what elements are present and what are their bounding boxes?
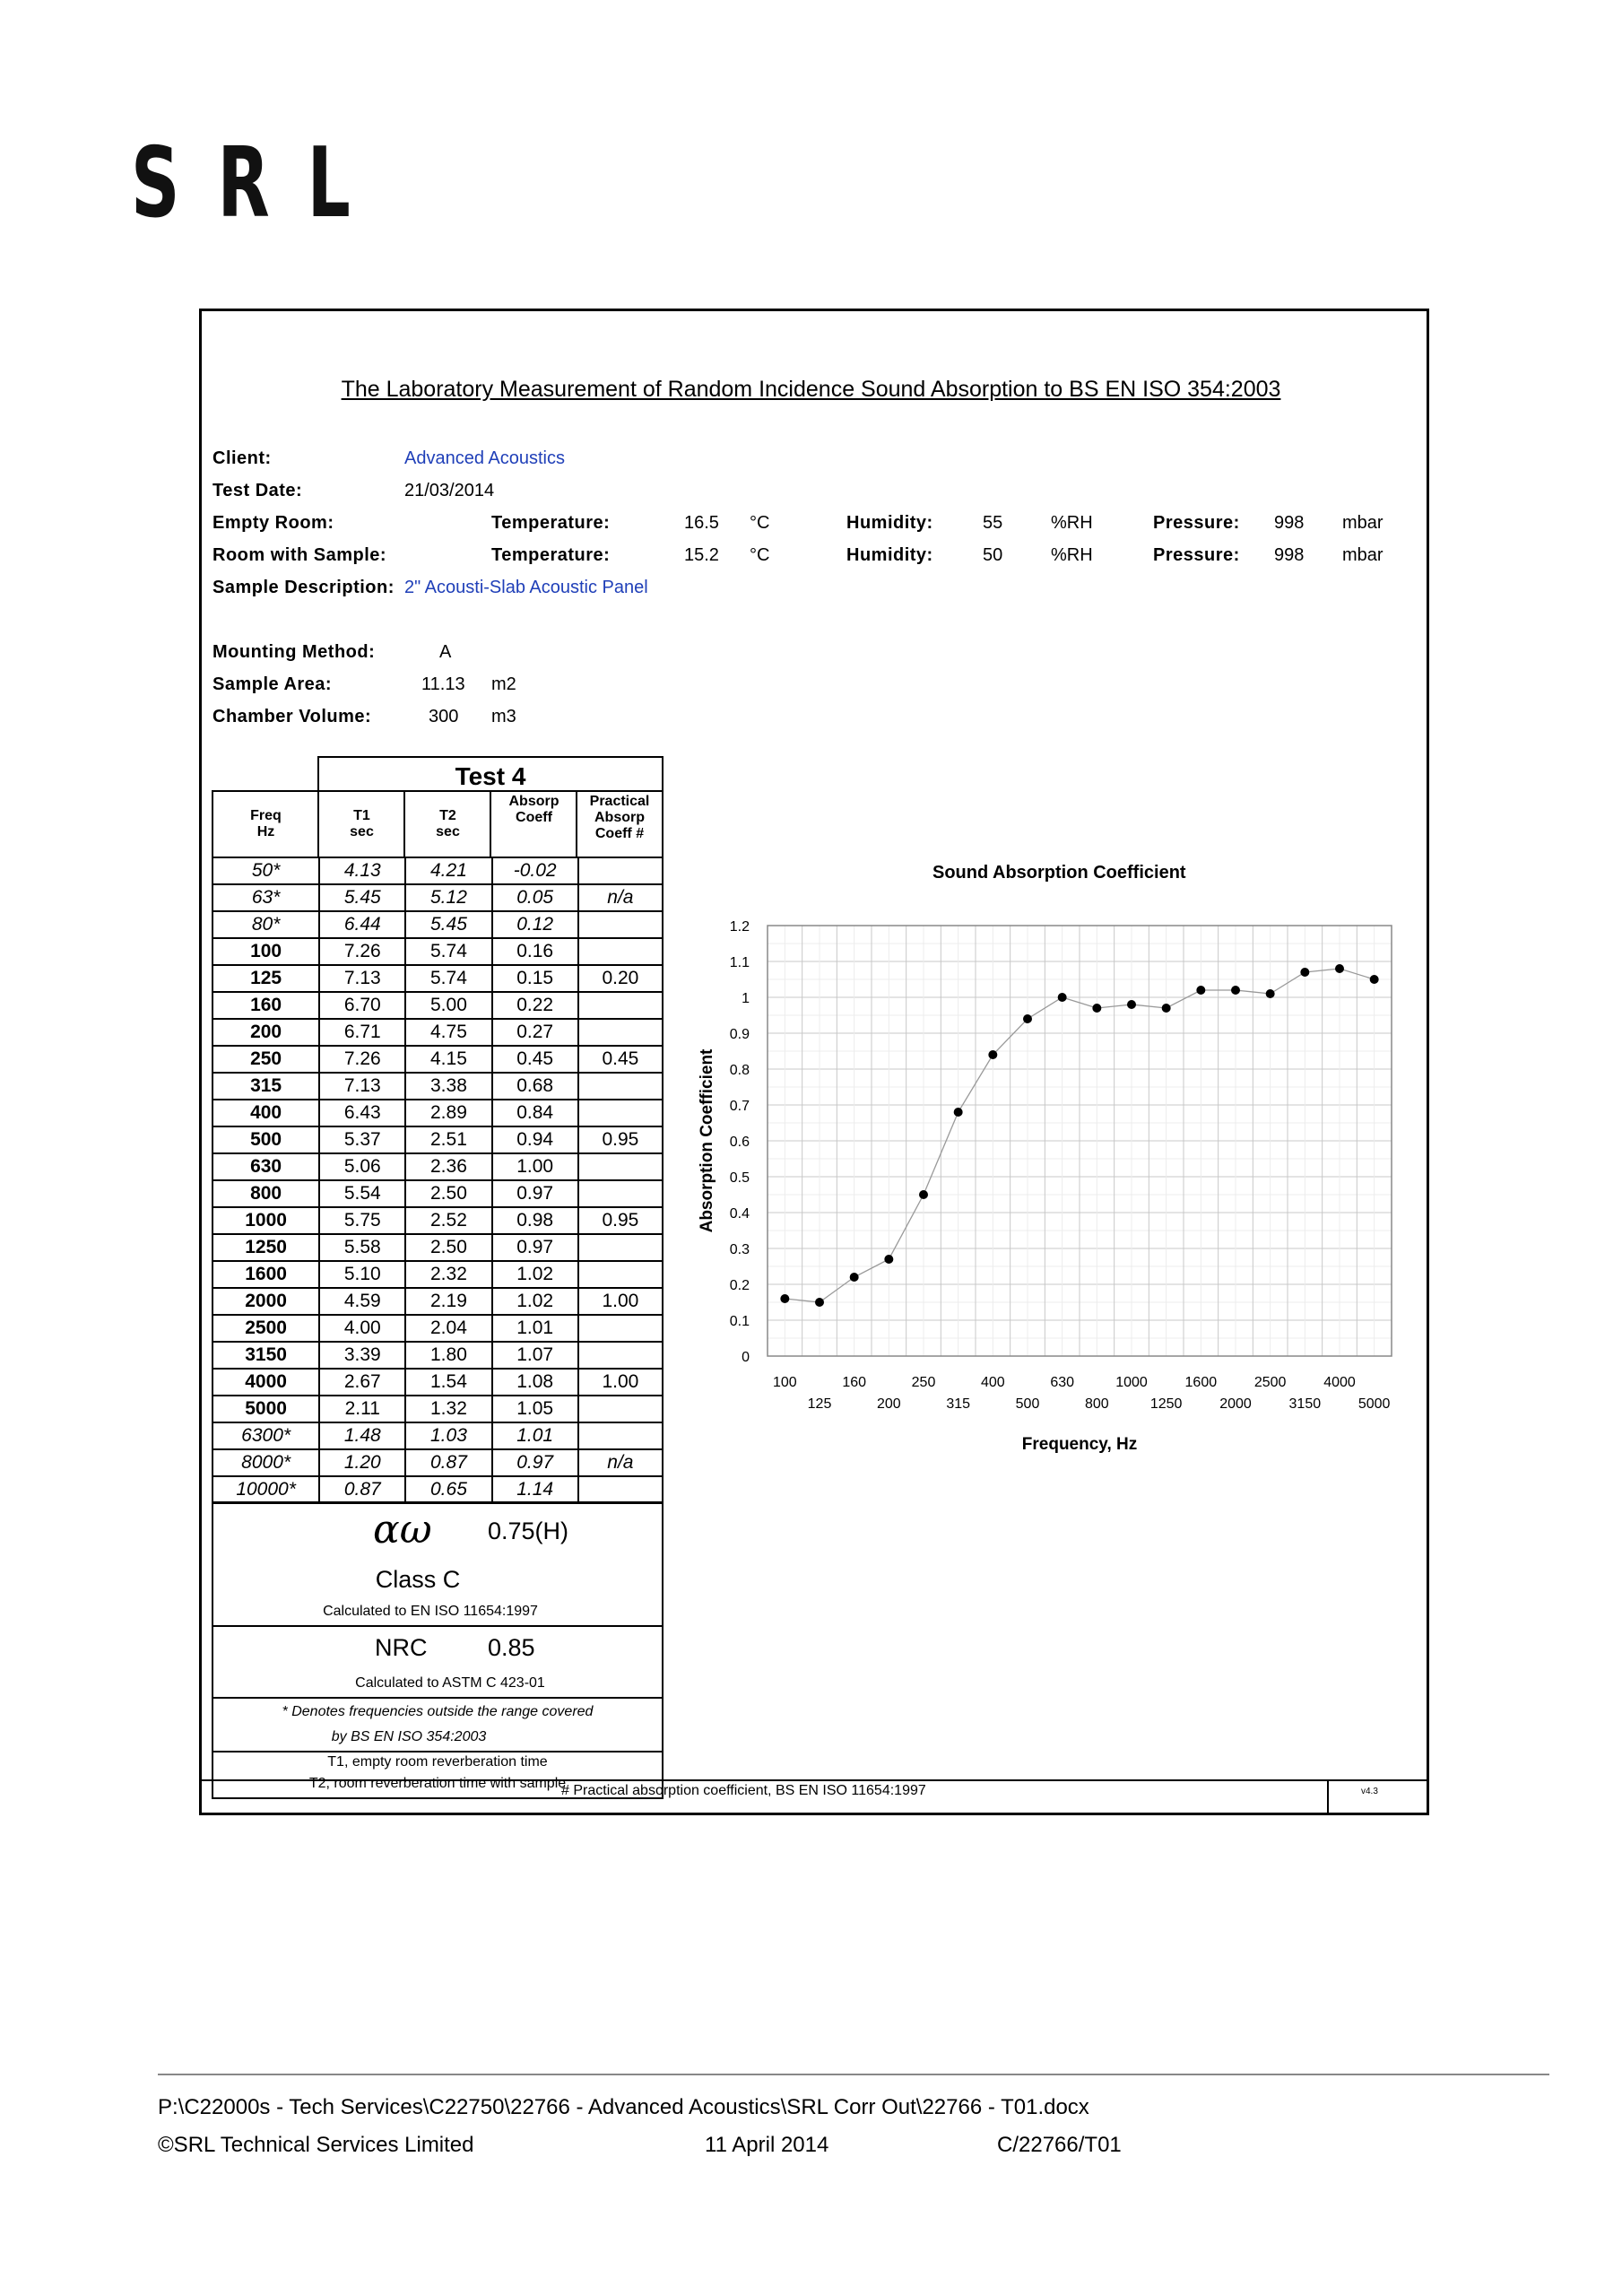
freq-cell: 315 <box>213 1073 319 1100</box>
practical-cell <box>578 1153 663 1180</box>
t2-cell: 1.54 <box>405 1369 491 1396</box>
sample-description-label: Sample Description: <box>213 578 395 597</box>
freq-cell: 63* <box>213 884 319 911</box>
t2-definition: T2, room reverberation time with sample <box>308 1776 567 1791</box>
table-row <box>213 1100 663 1126</box>
practical-cell <box>578 992 663 1019</box>
data-point <box>1300 968 1309 977</box>
version-label: v4.3 <box>1361 1787 1378 1796</box>
header-freq-unit: Hz <box>256 824 275 839</box>
t1-cell: 6.44 <box>319 911 405 938</box>
t2-cell: 3.38 <box>405 1073 491 1100</box>
freq-cell: 3150 <box>213 1342 319 1369</box>
data-point <box>988 1050 997 1059</box>
table-row <box>213 1342 663 1369</box>
freq-cell: 5000 <box>213 1396 319 1422</box>
data-point <box>1231 986 1240 995</box>
freq-cell: 630 <box>213 1153 319 1180</box>
practical-cell <box>578 1422 663 1449</box>
absorp-cell: 0.12 <box>492 911 578 938</box>
table-row <box>213 1261 663 1288</box>
data-point <box>1370 975 1379 984</box>
nrc-label: NRC <box>375 1634 428 1661</box>
practical-coeff-note: # Practical absorption coefficient, BS EN ISO 11654:1997 <box>561 1783 926 1798</box>
header-practical-label-3: Coeff # <box>594 826 645 841</box>
absorp-cell: 1.05 <box>492 1396 578 1422</box>
table-row <box>213 1153 663 1180</box>
sample-hum-unit: %RH <box>1051 545 1093 565</box>
t1-definition: T1, empty room reverberation time <box>327 1754 548 1770</box>
chamber-volume-label: Chamber Volume: <box>213 707 372 726</box>
x-tick-label: 2000 <box>1219 1396 1252 1412</box>
header-t2-unit: sec <box>436 824 460 839</box>
table-row <box>213 965 663 992</box>
data-point <box>884 1255 893 1264</box>
practical-cell: 0.95 <box>578 1126 663 1153</box>
freq-cell: 6300* <box>213 1422 319 1449</box>
practical-cell <box>578 1396 663 1422</box>
practical-cell: 1.00 <box>578 1288 663 1315</box>
sample-press-value: 998 <box>1274 545 1305 565</box>
table-row <box>213 857 663 884</box>
absorp-cell: 1.14 <box>492 1476 578 1503</box>
sample-hum-label: Humidity: <box>846 545 933 565</box>
t1-cell: 5.37 <box>319 1126 405 1153</box>
y-tick-label: 0 <box>742 1350 750 1365</box>
chamber-volume-unit: m3 <box>491 707 516 726</box>
t2-cell: 5.74 <box>405 965 491 992</box>
absorp-cell: 0.05 <box>492 884 578 911</box>
t2-cell: 2.19 <box>405 1288 491 1315</box>
table-row <box>213 1315 663 1342</box>
absorp-cell: 1.07 <box>492 1342 578 1369</box>
absorp-cell: 0.68 <box>492 1073 578 1100</box>
practical-cell <box>578 1342 663 1369</box>
header-absorp <box>490 790 577 858</box>
t1-cell: 4.13 <box>319 857 405 884</box>
y-tick-label: 0.8 <box>729 1063 750 1078</box>
table-row <box>213 1234 663 1261</box>
data-point <box>1058 993 1067 1002</box>
header-t2 <box>403 790 490 858</box>
sample-area-unit: m2 <box>491 674 516 694</box>
t2-cell: 1.32 <box>405 1396 491 1422</box>
sample-temp-value: 15.2 <box>684 545 719 565</box>
data-point <box>780 1294 789 1303</box>
absorp-cell: 0.97 <box>492 1234 578 1261</box>
practical-cell: 0.20 <box>578 965 663 992</box>
y-tick-label: 1.1 <box>729 955 750 970</box>
absorp-cell: 1.01 <box>492 1422 578 1449</box>
data-point <box>850 1273 859 1282</box>
empty-press-label: Pressure: <box>1153 513 1240 533</box>
t1-cell: 0.87 <box>319 1476 405 1503</box>
x-tick-label: 100 <box>772 1375 797 1390</box>
practical-cell: 1.00 <box>578 1369 663 1396</box>
header-t1-label: T1 <box>353 808 370 823</box>
freq-cell: 800 <box>213 1180 319 1207</box>
freq-cell: 2000 <box>213 1288 319 1315</box>
freq-cell: 4000 <box>213 1369 319 1396</box>
t2-cell: 2.32 <box>405 1261 491 1288</box>
absorp-cell: 0.22 <box>492 992 578 1019</box>
client-value: Advanced Acoustics <box>404 448 565 468</box>
t1-cell: 5.45 <box>319 884 405 911</box>
sample-area-label: Sample Area: <box>213 674 333 694</box>
absorp-cell: 1.08 <box>492 1369 578 1396</box>
t2-cell: 2.50 <box>405 1234 491 1261</box>
header-practical-label: Practical <box>589 794 650 809</box>
t1-cell: 6.71 <box>319 1019 405 1046</box>
empty-room-label: Empty Room: <box>213 513 334 533</box>
absorp-cell: 1.02 <box>492 1261 578 1288</box>
practical-cell: n/a <box>578 884 663 911</box>
t1-cell: 1.20 <box>319 1449 405 1476</box>
x-tick-label: 4000 <box>1323 1375 1356 1390</box>
practical-cell <box>578 938 663 965</box>
table-row <box>213 1476 663 1503</box>
report-date: 11 April 2014 <box>705 2133 829 2157</box>
t1-cell: 4.00 <box>319 1315 405 1342</box>
table-row <box>213 884 663 911</box>
freq-cell: 8000* <box>213 1449 319 1476</box>
chamber-volume-value: 300 <box>429 707 459 726</box>
absorp-cell: 0.15 <box>492 965 578 992</box>
x-tick-label: 2500 <box>1253 1375 1287 1390</box>
sample-temp-unit: °C <box>750 545 770 565</box>
data-point <box>1127 1000 1136 1009</box>
t2-cell: 2.51 <box>405 1126 491 1153</box>
client-label: Client: <box>213 448 272 468</box>
t2-cell: 4.21 <box>405 857 491 884</box>
x-tick-label: 315 <box>946 1396 971 1412</box>
header-absorp-label: Absorp <box>508 794 559 809</box>
t2-cell: 2.52 <box>405 1207 491 1234</box>
absorp-cell: 0.97 <box>492 1180 578 1207</box>
practical-cell <box>578 1315 663 1342</box>
absorp-cell: -0.02 <box>492 857 578 884</box>
t1-cell: 7.13 <box>319 965 405 992</box>
table-row <box>213 1019 663 1046</box>
x-tick-label: 800 <box>1084 1396 1109 1412</box>
table-row <box>213 938 663 965</box>
absorp-cell: 0.45 <box>492 1046 578 1073</box>
empty-hum-label: Humidity: <box>846 513 933 533</box>
data-point <box>1196 986 1205 995</box>
freq-cell: 1250 <box>213 1234 319 1261</box>
t1-cell: 4.59 <box>319 1288 405 1315</box>
x-tick-label: 630 <box>1050 1375 1075 1390</box>
header-practical-label-2: Absorp <box>594 810 645 825</box>
sample-room-label: Room with Sample: <box>213 545 387 565</box>
freq-cell: 50* <box>213 857 319 884</box>
practical-cell <box>578 1019 663 1046</box>
table-row <box>213 1073 663 1100</box>
data-point <box>1266 989 1275 998</box>
y-tick-label: 0.7 <box>729 1099 750 1114</box>
empty-hum-value: 55 <box>983 513 1003 533</box>
freq-cell: 100 <box>213 938 319 965</box>
freq-cell: 80* <box>213 911 319 938</box>
x-tick-label: 3150 <box>1288 1396 1322 1412</box>
x-tick-label: 5000 <box>1357 1396 1391 1412</box>
y-tick-label: 0.1 <box>729 1314 750 1329</box>
practical-cell <box>578 911 663 938</box>
table-row <box>213 992 663 1019</box>
table-row <box>213 1422 663 1449</box>
y-tick-label: 1.2 <box>729 919 750 935</box>
empty-hum-unit: %RH <box>1051 513 1093 533</box>
table-row <box>213 1046 663 1073</box>
sample-area-value: 11.13 <box>421 674 465 694</box>
t1-cell: 3.39 <box>319 1342 405 1369</box>
practical-cell: n/a <box>578 1449 663 1476</box>
test-date-value: 21/03/2014 <box>404 481 495 500</box>
sample-press-label: Pressure: <box>1153 545 1240 565</box>
x-tick-label: 500 <box>1015 1396 1040 1412</box>
freq-cell: 400 <box>213 1100 319 1126</box>
sample-temp-label: Temperature: <box>491 545 611 565</box>
x-tick-label: 1250 <box>1149 1396 1183 1412</box>
table-row <box>213 1126 663 1153</box>
freq-cell: 10000* <box>213 1476 319 1503</box>
report-reference: C/22766/T01 <box>997 2133 1122 2157</box>
freq-cell: 160 <box>213 992 319 1019</box>
t2-cell: 5.12 <box>405 884 491 911</box>
bottom-note-divider <box>199 1779 1429 1781</box>
footer-rule <box>158 2074 1549 2075</box>
freq-cell: 250 <box>213 1046 319 1073</box>
header-t1 <box>317 790 404 858</box>
t2-cell: 2.50 <box>405 1180 491 1207</box>
t2-cell: 4.75 <box>405 1019 491 1046</box>
t1-cell: 2.11 <box>319 1396 405 1422</box>
t2-cell: 5.00 <box>405 992 491 1019</box>
t2-cell: 0.87 <box>405 1449 491 1476</box>
alpha-w-value: 0.75(H) <box>488 1518 569 1544</box>
practical-cell: 0.45 <box>578 1046 663 1073</box>
report-title: The Laboratory Measurement of Random Incidence Sound Absorption to BS EN ISO 354:2003 <box>341 377 1281 402</box>
t2-cell: 2.04 <box>405 1315 491 1342</box>
summary-divider <box>213 1697 662 1699</box>
y-axis-label: Absorption Coefficient <box>698 1048 716 1233</box>
t2-cell: 5.74 <box>405 938 491 965</box>
calc-en-note: Calculated to EN ISO 11654:1997 <box>323 1604 538 1619</box>
absorp-cell: 0.27 <box>492 1019 578 1046</box>
x-tick-label: 125 <box>807 1396 832 1412</box>
y-tick-label: 0.6 <box>729 1135 750 1150</box>
t1-cell: 7.26 <box>319 1046 405 1073</box>
table-header <box>212 790 664 858</box>
absorption-table <box>212 857 664 1504</box>
freq-cell: 500 <box>213 1126 319 1153</box>
y-tick-label: 0.5 <box>729 1170 750 1186</box>
data-point <box>1162 1004 1171 1013</box>
t1-cell: 1.48 <box>319 1422 405 1449</box>
freq-cell: 1600 <box>213 1261 319 1288</box>
x-tick-label: 250 <box>911 1375 936 1390</box>
sample-description-value: 2" Acousti-Slab Acoustic Panel <box>404 578 648 597</box>
data-point <box>1092 1004 1101 1013</box>
table-row <box>213 1207 663 1234</box>
table-row <box>213 1396 663 1422</box>
empty-temp-label: Temperature: <box>491 513 611 533</box>
practical-cell <box>578 1476 663 1503</box>
practical-cell: 0.95 <box>578 1207 663 1234</box>
sample-press-unit: mbar <box>1342 545 1383 565</box>
summary-divider <box>213 1625 662 1627</box>
header-absorp-unit: Coeff <box>516 810 552 825</box>
freq-cell: 200 <box>213 1019 319 1046</box>
version-divider <box>1327 1779 1329 1813</box>
t1-cell: 2.67 <box>319 1369 405 1396</box>
data-point <box>954 1108 963 1117</box>
t2-cell: 4.15 <box>405 1046 491 1073</box>
t2-cell: 2.89 <box>405 1100 491 1126</box>
table-row <box>213 1288 663 1315</box>
table-row <box>213 911 663 938</box>
test-date-label: Test Date: <box>213 481 303 500</box>
practical-cell <box>578 1100 663 1126</box>
practical-cell <box>578 1180 663 1207</box>
alpha-w-symbol: αω <box>373 1507 432 1552</box>
company-copyright: ©SRL Technical Services Limited <box>158 2133 474 2157</box>
absorp-cell: 1.01 <box>492 1315 578 1342</box>
t1-cell: 6.70 <box>319 992 405 1019</box>
header-t2-label: T2 <box>439 808 456 823</box>
x-tick-label: 1000 <box>1115 1375 1148 1390</box>
data-point <box>815 1298 824 1307</box>
practical-cell <box>578 1234 663 1261</box>
absorp-cell: 0.94 <box>492 1126 578 1153</box>
absorp-cell: 1.02 <box>492 1288 578 1315</box>
practical-cell <box>578 1073 663 1100</box>
header-freq <box>212 790 318 858</box>
freq-cell: 1000 <box>213 1207 319 1234</box>
header-practical <box>576 790 664 858</box>
summary-divider <box>213 1751 662 1752</box>
sample-hum-value: 50 <box>983 545 1003 565</box>
t2-cell: 1.03 <box>405 1422 491 1449</box>
y-tick-label: 0.4 <box>729 1206 750 1222</box>
header-freq-label: Freq <box>250 808 282 823</box>
absorp-cell: 0.97 <box>492 1449 578 1476</box>
empty-temp-value: 16.5 <box>684 513 719 533</box>
table-row <box>213 1180 663 1207</box>
t1-cell: 6.43 <box>319 1100 405 1126</box>
header-t1-unit: sec <box>350 824 374 839</box>
freq-cell: 2500 <box>213 1315 319 1342</box>
t2-cell: 5.45 <box>405 911 491 938</box>
table-row <box>213 1369 663 1396</box>
practical-cell <box>578 857 663 884</box>
range-note-1: * Denotes frequencies outside the range covered <box>282 1704 594 1719</box>
x-tick-label: 400 <box>980 1375 1005 1390</box>
calc-astm-note: Calculated to ASTM C 423-01 <box>355 1675 545 1691</box>
t2-cell: 0.65 <box>405 1476 491 1503</box>
t1-cell: 5.75 <box>319 1207 405 1234</box>
t1-cell: 5.54 <box>319 1180 405 1207</box>
x-axis-label: Frequency, Hz <box>1021 1435 1138 1454</box>
y-tick-label: 0.2 <box>729 1278 750 1293</box>
y-tick-label: 0.9 <box>729 1027 750 1042</box>
t1-cell: 7.13 <box>319 1073 405 1100</box>
x-tick-label: 200 <box>876 1396 901 1412</box>
nrc-value: 0.85 <box>488 1634 535 1661</box>
data-point <box>1335 964 1344 973</box>
freq-cell: 125 <box>213 965 319 992</box>
t1-cell: 5.10 <box>319 1261 405 1288</box>
t2-cell: 2.36 <box>405 1153 491 1180</box>
test-title: Test 4 <box>317 756 664 796</box>
absorp-cell: 0.16 <box>492 938 578 965</box>
t1-cell: 7.26 <box>319 938 405 965</box>
mounting-method-label: Mounting Method: <box>213 642 376 662</box>
absorp-cell: 0.84 <box>492 1100 578 1126</box>
t1-cell: 5.58 <box>319 1234 405 1261</box>
absorption-class: Class C <box>375 1566 461 1593</box>
t2-cell: 1.80 <box>405 1342 491 1369</box>
y-tick-label: 0.3 <box>729 1242 750 1257</box>
data-point <box>919 1190 928 1199</box>
t1-cell: 5.06 <box>319 1153 405 1180</box>
range-note-2: by BS EN ISO 354:2003 <box>331 1729 487 1744</box>
file-path: P:\C22000s - Tech Services\C22750\22766 - Advanced Acoustics\SRL Corr Out\22766 - T01.docx <box>158 2095 1089 2119</box>
y-tick-label: 1 <box>742 991 750 1006</box>
empty-press-value: 998 <box>1274 513 1305 533</box>
practical-cell <box>578 1261 663 1288</box>
srl-logo: SRL <box>131 127 388 239</box>
table-row <box>213 1449 663 1476</box>
data-point <box>1023 1014 1032 1023</box>
x-tick-label: 1600 <box>1184 1375 1218 1390</box>
summary-block <box>212 1501 664 1799</box>
empty-temp-unit: °C <box>750 513 770 533</box>
chart-title: Sound Absorption Coefficient <box>932 863 1186 883</box>
x-tick-label: 160 <box>842 1375 867 1390</box>
absorption-chart <box>681 897 1417 1471</box>
mounting-method-value: A <box>439 642 452 662</box>
empty-press-unit: mbar <box>1342 513 1383 533</box>
absorp-cell: 1.00 <box>492 1153 578 1180</box>
absorp-cell: 0.98 <box>492 1207 578 1234</box>
